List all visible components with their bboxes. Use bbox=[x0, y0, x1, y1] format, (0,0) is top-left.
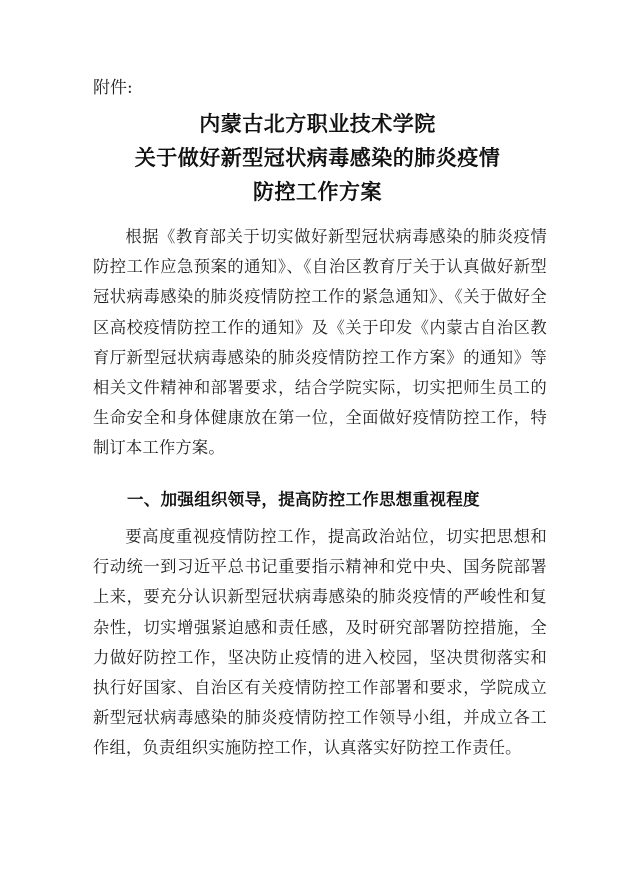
document-title bbox=[0, 108, 635, 210]
section-1-paragraph: 要高度重视疫情防控工作，提高政治站位，切实把思想和行动统一到习近平总书记重要指示精神和党中央、国务院部署上来，要充分认识新型冠状病毒感染的肺炎疫情的严峻性和复杂性，切实增强紧迫感和责任感，及时研究部署防控措施，全力做好防控工作，坚决防止疫情的进入校园，坚决贯彻落实和执行好国家、自治区有关疫情防控工作部署和要求，学院成立新型冠状病毒感染的肺炎疫情防控工作领导小组，并成立各工作组，负责组织实施防控工作，认真落实好防控工作责任。 bbox=[93, 527, 547, 758]
intro-paragraph: 根据《教育部关于切实做好新型冠状病毒感染的肺炎疫情防控工作应急预案的通知》、《自治区教育厅关于认真做好新型冠状病毒感染的肺炎疫情防控工作的紧急通知》、《关于做好全区高校疫情防控工作的通知》及《关于印发《内蒙古自治区教育厅新型冠状病毒感染的肺炎疫情防控工作方案》的通知》等相关文件精神和部署要求，结合学院实际，切实把师生员工的生命安全和身体健康放在第一位，全面做好疫情防控工作，特制订本工作方案。 bbox=[93, 227, 547, 458]
section-1-heading: 一、加强组织领导，提高防控工作思想重视程度 bbox=[127, 490, 480, 509]
attachment-label: 附件: bbox=[93, 78, 133, 98]
title-line-1: 内蒙古北方职业技术学院 bbox=[199, 112, 436, 136]
title-line-2: 关于做好新型冠状病毒感染的肺炎疫情 bbox=[134, 146, 501, 170]
title-line-3: 防控工作方案 bbox=[253, 180, 382, 204]
